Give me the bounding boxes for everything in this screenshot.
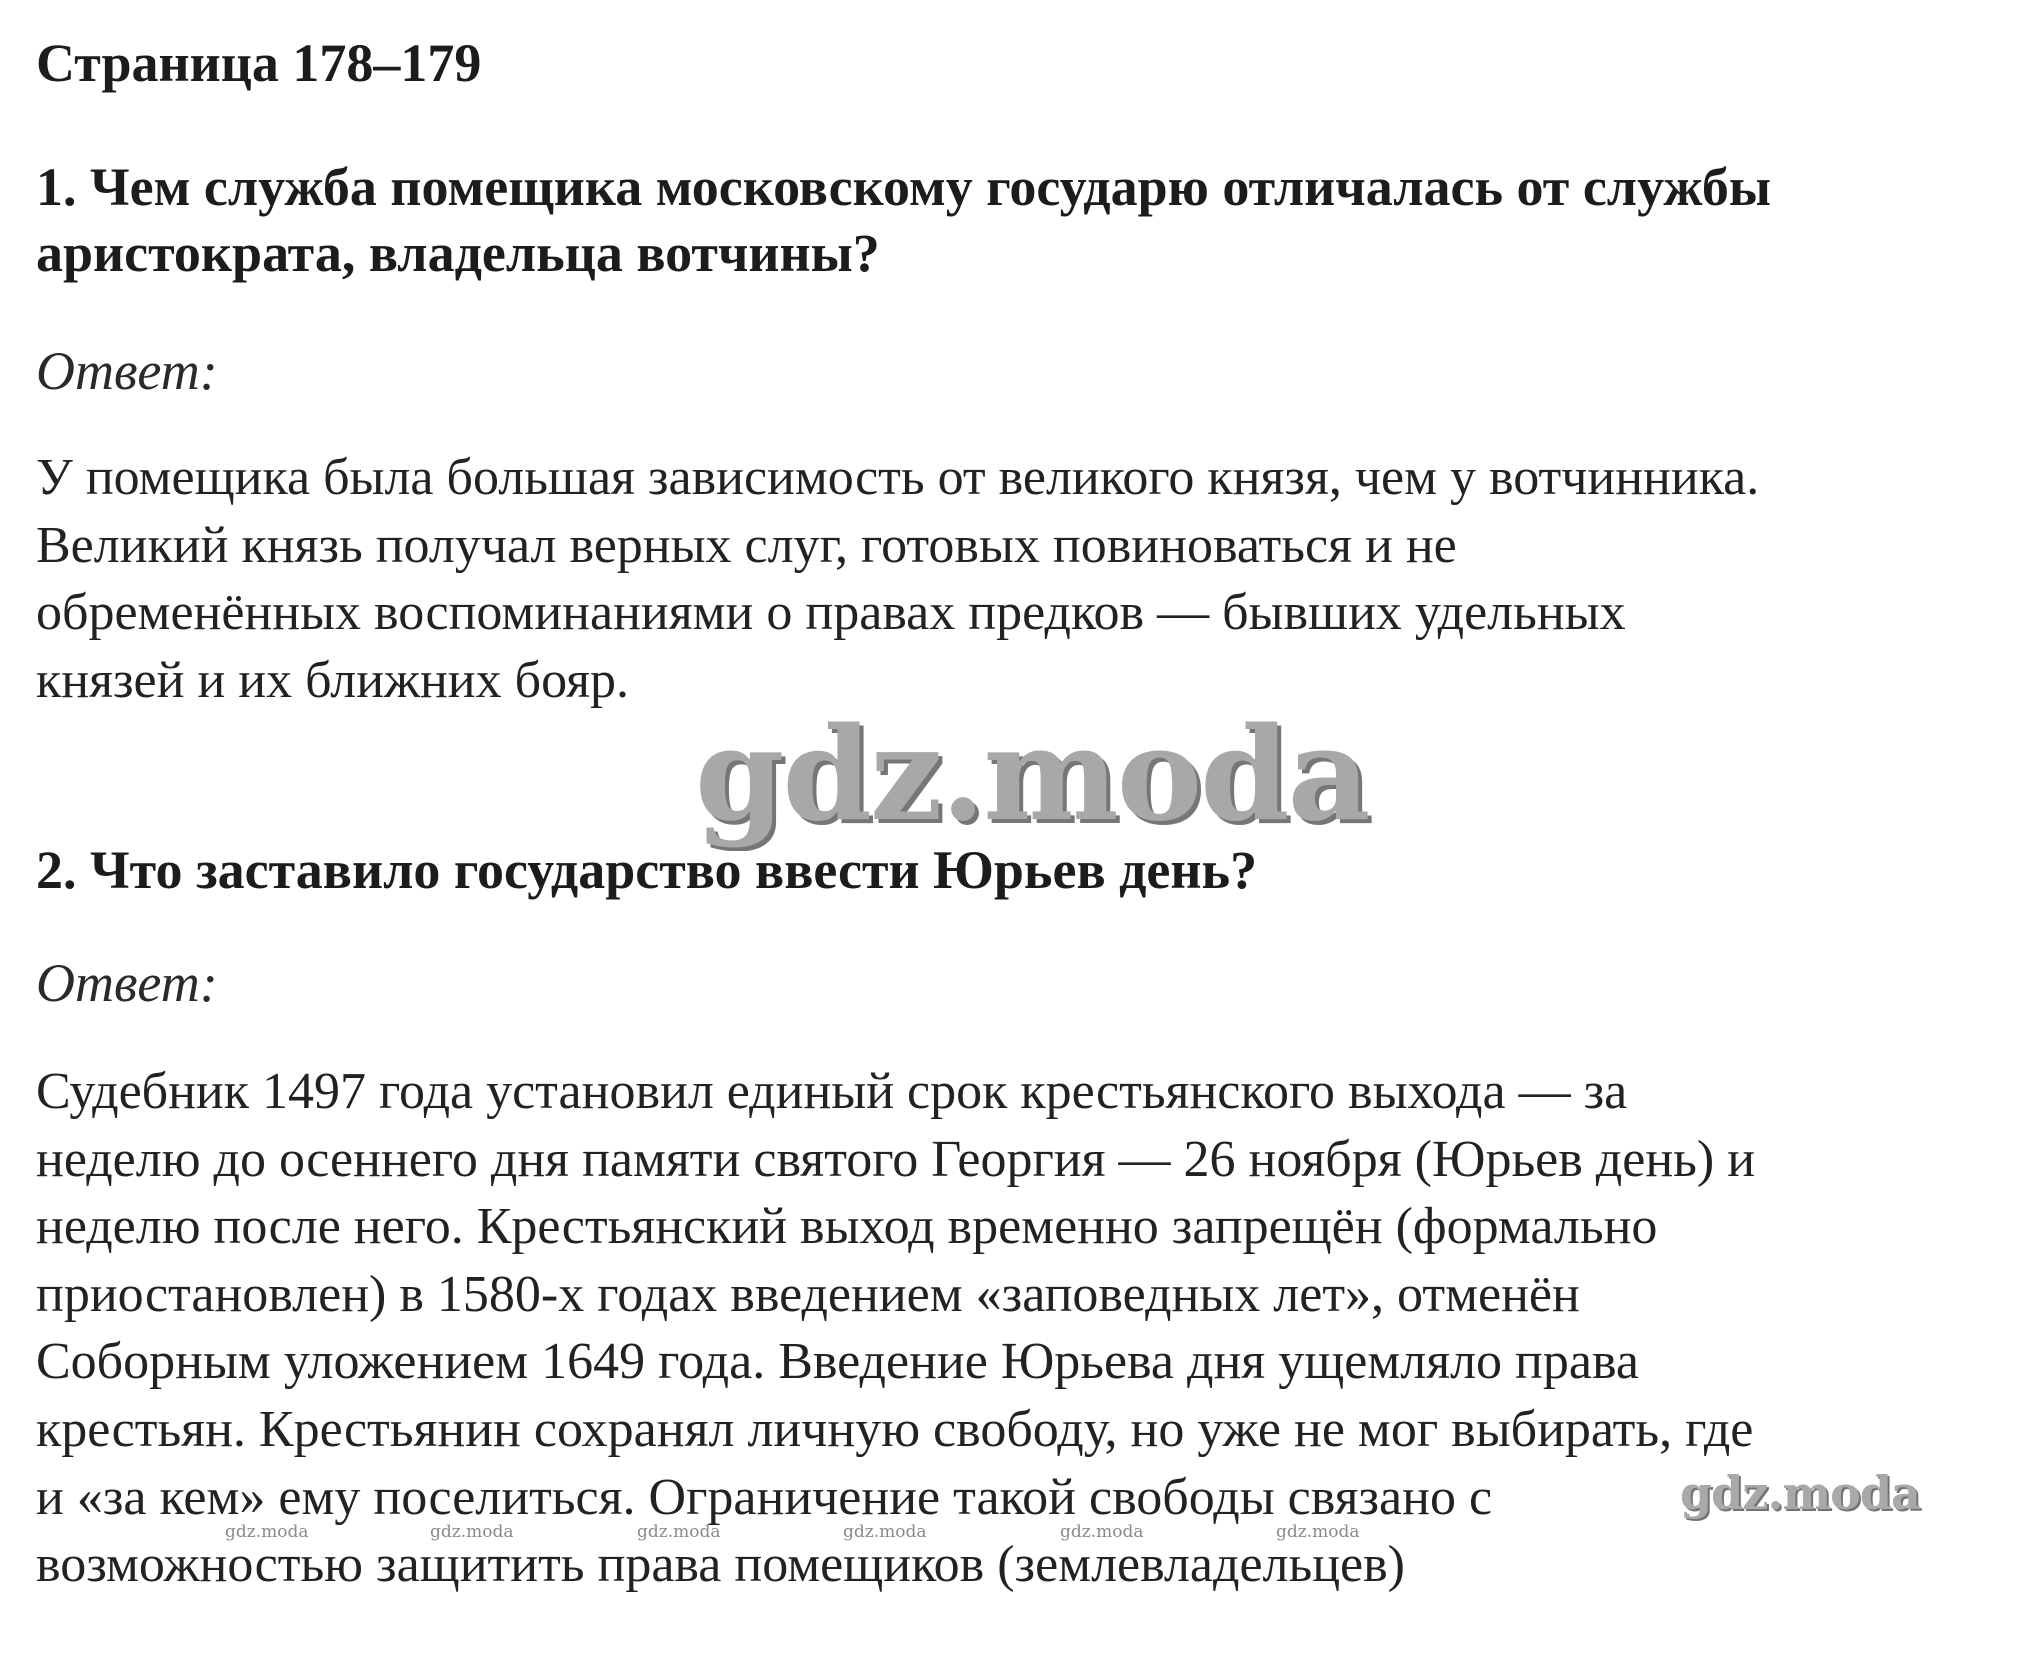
watermark-small: gdz.moda [1060,1522,1144,1542]
answer-2-line: и «за кем» ему поселиться. Ограничение такой свободы связано с [36,1468,1493,1526]
watermark-small: gdz.moda [430,1522,514,1542]
answer-2-line: Соборным уложением 1649 года. Введение Юрьева дня ущемляло права [36,1333,1639,1391]
question-1 [36,154,1771,286]
answer-1-line: обременённых воспоминаниями о правах предков — бывших удельных [36,584,1626,642]
answer-1-line: Великий князь получал верных слуг, готовых повиноваться и не [36,516,1457,574]
answer-label-2: Ответ: [36,953,218,1013]
answer-2-line: возможностью защитить права помещиков (землевладельцев) [36,1536,1405,1594]
answer-2-line: Судебник 1497 года установил единый срок крестьянского выхода — за [36,1063,1628,1120]
answer-2-text [36,1058,1755,1599]
answer-1-line: князей и их ближних бояр. [36,651,630,709]
answer-label-1: Ответ: [36,341,218,401]
watermark-large: gdz.moda [695,700,1369,850]
answer-2-line: приостановлен) в 1580-х годах введением «заповедных лет», отменён [36,1265,1580,1323]
answer-2-line: неделю после него. Крестьянский выход временно запрещён (формально [36,1198,1658,1256]
answer-2-line: неделю до осеннего дня памяти святого Георгия — 26 ноября (Юрьев день) и [36,1130,1756,1188]
page-title: Страница 178–179 [36,33,482,93]
watermark-small: gdz.moda [1276,1522,1360,1542]
watermark-medium: gdz.moda [1680,1466,1920,1520]
watermark-small: gdz.moda [843,1522,927,1542]
answer-1-text [36,444,1759,714]
answer-2-line: крестьян. Крестьянин сохранял личную свободу, но уже не мог выбирать, где [36,1400,1754,1458]
question-1-line: 1. Чем служба помещика московскому государю отличалась от службы [36,157,1771,217]
question-1-line: аристократа, владельца вотчины? [36,223,880,283]
answer-1-line: У помещика была большая зависимость от великого князя, чем у вотчинника. [36,449,1760,506]
watermark-small: gdz.moda [637,1522,721,1542]
question-2-line: 2. Что заставило государство ввести Юрьев день? [36,840,1258,900]
watermark-small: gdz.moda [225,1522,309,1542]
